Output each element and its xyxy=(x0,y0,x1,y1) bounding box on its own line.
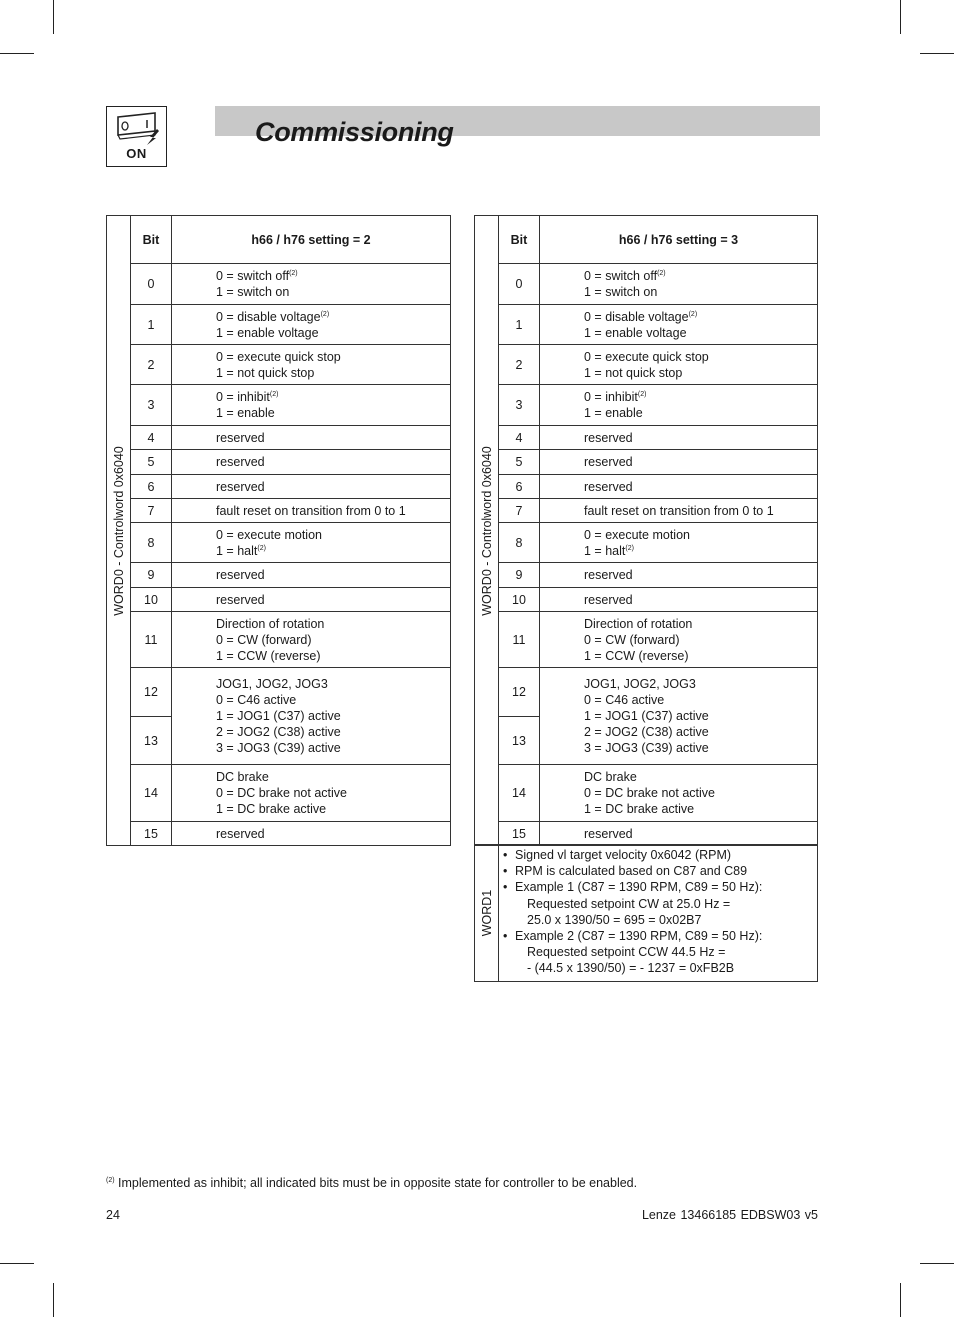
description-text: fault reset on transition from 0 to 1 xyxy=(216,503,406,518)
bit-column-header: Bit xyxy=(131,216,172,264)
table-row xyxy=(107,588,451,612)
bit-description xyxy=(540,668,818,765)
bit-description xyxy=(540,345,818,385)
description-line xyxy=(584,325,817,341)
table-row xyxy=(107,475,451,499)
bit-number: 2 xyxy=(131,345,172,385)
description-text: 3 = JOG3 (C39) active xyxy=(216,741,341,755)
description-line xyxy=(584,676,817,692)
description-line xyxy=(216,676,450,692)
description-line xyxy=(216,268,450,284)
footnote-ref: (2) xyxy=(688,310,698,318)
footnote xyxy=(106,1176,637,1190)
bit-number: 3 xyxy=(131,385,172,426)
bit-number: 1 xyxy=(131,305,172,345)
bit-description xyxy=(540,822,818,846)
table-row xyxy=(107,523,451,563)
table-row xyxy=(475,264,818,305)
description-line xyxy=(216,801,450,817)
bit-description xyxy=(172,426,451,450)
word1-item-text: • Example 1 (C87 = 1390 RPM, C89 = 50 Hz): xyxy=(515,880,763,895)
footnote-ref: (2) xyxy=(637,391,647,398)
table-row xyxy=(107,612,451,668)
table-row xyxy=(107,668,451,717)
controlword-table-setting-3 xyxy=(474,215,818,846)
crop-mark xyxy=(0,1263,34,1264)
description-line xyxy=(216,309,450,325)
bit-number: 3 xyxy=(499,385,540,426)
table-row xyxy=(107,765,451,822)
description-line xyxy=(216,503,450,519)
footnote-ref: (2) xyxy=(257,544,266,552)
description-line xyxy=(584,309,817,325)
description-text: DC brake xyxy=(216,770,269,784)
table-row xyxy=(107,426,451,450)
word1-item-text: • Example 2 (C87 = 1390 RPM, C89 = 50 Hz): xyxy=(515,929,763,944)
description-line xyxy=(216,527,450,543)
description-text: 1 = enable voltage xyxy=(216,325,319,340)
bit-number: 0 xyxy=(131,264,172,305)
description-line xyxy=(584,616,817,632)
description-line xyxy=(216,430,450,446)
document-id: Lenze 13466185 EDBSW03 v5 xyxy=(641,1208,818,1222)
word1-item xyxy=(503,847,762,863)
description-line xyxy=(216,592,450,608)
description-text: 1 = not quick stop xyxy=(216,365,315,380)
bit-number: 9 xyxy=(131,563,172,588)
description-text: 0 = inhibit xyxy=(216,390,270,404)
description-line xyxy=(216,785,450,801)
bit-number: 6 xyxy=(499,475,540,499)
description-line xyxy=(584,592,817,608)
description-text: Direction of rotation xyxy=(216,616,325,631)
description-text: 0 = DC brake not active xyxy=(216,786,347,800)
table-row xyxy=(475,668,818,717)
description-line xyxy=(584,527,817,543)
table-row xyxy=(475,426,818,450)
description-text: 0 = disable voltage xyxy=(216,309,321,324)
crop-mark xyxy=(920,53,954,54)
crop-mark xyxy=(920,1263,954,1264)
word1-item-text: • Signed vl target velocity 0x6042 (RPM) xyxy=(515,848,732,862)
description-text: 0 = switch off xyxy=(216,269,290,283)
bit-number: 1 xyxy=(499,305,540,345)
description-text: Direction of rotation xyxy=(584,616,693,631)
table-row xyxy=(475,450,818,475)
bit-description xyxy=(172,385,451,426)
description-line xyxy=(216,389,450,405)
description-text: reserved xyxy=(216,455,265,469)
bit-description xyxy=(540,385,818,426)
description-text: 1 = enable xyxy=(216,406,275,420)
description-text: 0 = execute quick stop xyxy=(216,349,341,364)
word1-item-detail: 25.0 x 1390/50 = 695 = 0x02B7 xyxy=(527,912,702,927)
description-line xyxy=(216,692,450,708)
description-text: 1 = JOG1 (C37) active xyxy=(216,709,341,723)
description-line xyxy=(584,268,817,284)
description-line xyxy=(216,826,450,842)
description-line xyxy=(216,724,450,740)
description-line xyxy=(584,365,817,381)
description-text: JOG1, JOG2, JOG3 xyxy=(584,677,696,691)
description-line xyxy=(216,325,450,341)
table-row xyxy=(107,499,451,523)
table-row xyxy=(475,523,818,563)
table-row xyxy=(107,450,451,475)
description-line xyxy=(584,567,817,583)
table-row xyxy=(475,385,818,426)
description-line xyxy=(216,632,450,648)
description-line xyxy=(216,349,450,365)
description-line xyxy=(584,349,817,365)
table-row xyxy=(475,612,818,668)
description-text: 1 = DC brake active xyxy=(216,802,327,816)
side-label-cell xyxy=(475,216,499,846)
description-text: reserved xyxy=(216,826,265,841)
crop-mark xyxy=(53,0,54,34)
description-line xyxy=(584,785,817,801)
crop-mark xyxy=(900,0,901,34)
bit-description xyxy=(172,563,451,588)
bit-number: 13 xyxy=(499,717,540,765)
word1-item-detail: - (44.5 x 1390/50) = - 1237 = 0xFB2B xyxy=(527,961,735,976)
description-line xyxy=(584,479,817,495)
side-label: WORD0 - Controlword 0x6040 xyxy=(111,445,126,616)
bit-description xyxy=(540,612,818,668)
bit-number: 11 xyxy=(499,612,540,668)
description-text: reserved xyxy=(584,826,633,841)
description-line xyxy=(584,454,817,470)
table-row xyxy=(475,499,818,523)
bit-number: 15 xyxy=(499,822,540,846)
description-line xyxy=(584,389,817,405)
bit-number: 4 xyxy=(131,426,172,450)
footnote-ref: (2) xyxy=(289,270,298,277)
description-text: 0 = switch off xyxy=(584,269,658,283)
description-line xyxy=(584,769,817,785)
description-text: reserved xyxy=(216,430,265,445)
bit-number: 9 xyxy=(499,563,540,588)
bit-description xyxy=(540,588,818,612)
description-line xyxy=(216,284,450,300)
footnote-text: Implemented as inhibit; all indicated bits must be in opposite state for controller to be enabled. xyxy=(118,1176,638,1190)
description-line xyxy=(584,740,817,756)
description-text: 1 = switch on xyxy=(584,285,658,299)
description-text: reserved xyxy=(584,479,633,494)
crop-mark xyxy=(0,53,34,54)
description-line xyxy=(584,692,817,708)
description-text: 0 = inhibit xyxy=(584,390,638,404)
bit-number: 14 xyxy=(499,765,540,822)
description-line xyxy=(584,708,817,724)
description-text: reserved xyxy=(584,455,633,469)
description-line xyxy=(216,454,450,470)
description-line xyxy=(216,616,450,632)
controlword-table-setting-2 xyxy=(106,215,451,846)
bit-number: 10 xyxy=(499,588,540,612)
word1-item xyxy=(503,928,762,977)
bit-number: 13 xyxy=(131,717,172,765)
description-line xyxy=(216,365,450,381)
bit-number: 4 xyxy=(499,426,540,450)
description-line xyxy=(216,479,450,495)
description-line xyxy=(584,826,817,842)
description-text: 1 = halt xyxy=(584,543,626,558)
description-text: 1 = DC brake active xyxy=(584,802,695,816)
bit-description xyxy=(172,668,451,765)
word1-item xyxy=(503,863,762,879)
bit-description xyxy=(540,765,818,822)
bit-description xyxy=(540,264,818,305)
description-line xyxy=(584,801,817,817)
bit-description xyxy=(172,450,451,475)
table-row xyxy=(107,385,451,426)
bit-description xyxy=(540,523,818,563)
description-line xyxy=(584,405,817,421)
bit-description xyxy=(172,264,451,305)
bit-description xyxy=(172,765,451,822)
description-line xyxy=(216,567,450,583)
description-line xyxy=(584,724,817,740)
word1-item-detail: Requested setpoint CW at 25.0 Hz = xyxy=(527,896,731,911)
bit-description xyxy=(540,305,818,345)
word1-item-detail: Requested setpoint CCW 44.5 Hz = xyxy=(527,945,726,960)
description-text: 2 = JOG2 (C38) active xyxy=(584,725,709,739)
description-text: reserved xyxy=(584,430,633,445)
setting-column-header: h66 / h76 setting = 3 xyxy=(540,216,818,264)
header-row xyxy=(475,216,818,264)
bit-column-header: Bit xyxy=(499,216,540,264)
setting-column-header: h66 / h76 setting = 2 xyxy=(172,216,451,264)
header-row xyxy=(107,216,451,264)
description-line xyxy=(216,769,450,785)
bit-description xyxy=(172,345,451,385)
word1-box xyxy=(474,844,818,982)
table-row xyxy=(107,822,451,846)
description-text: reserved xyxy=(216,479,265,494)
table-row xyxy=(107,345,451,385)
table-row xyxy=(475,475,818,499)
bit-description xyxy=(540,475,818,499)
description-text: 0 = execute motion xyxy=(584,527,690,542)
description-text: reserved xyxy=(584,592,633,607)
word1-item xyxy=(503,879,762,928)
description-line xyxy=(584,503,817,519)
footnote-marker: (2) xyxy=(106,1177,115,1184)
bit-number: 8 xyxy=(131,523,172,563)
bit-number: 0 xyxy=(499,264,540,305)
description-line xyxy=(216,648,450,664)
description-text: DC brake xyxy=(584,770,637,784)
bit-number: 15 xyxy=(131,822,172,846)
bit-number: 12 xyxy=(499,668,540,717)
bit-description xyxy=(540,499,818,523)
page-title: Commissioning xyxy=(255,117,454,147)
description-text: 3 = JOG3 (C39) active xyxy=(584,741,709,755)
word1-item-text: • RPM is calculated based on C87 and C89 xyxy=(515,864,748,879)
table-row xyxy=(475,588,818,612)
table-row xyxy=(475,765,818,822)
word1-list xyxy=(503,847,762,977)
footnote-ref: (2) xyxy=(320,310,330,318)
bit-number: 7 xyxy=(499,499,540,523)
description-line xyxy=(584,284,817,300)
bit-number: 5 xyxy=(499,450,540,475)
description-text: 1 = JOG1 (C37) active xyxy=(584,709,709,723)
description-text: 0 = execute motion xyxy=(216,527,322,542)
bit-description xyxy=(172,305,451,345)
description-line xyxy=(216,405,450,421)
table-row xyxy=(475,305,818,345)
description-line xyxy=(584,632,817,648)
switch-drawing xyxy=(107,107,166,147)
description-line xyxy=(216,543,450,559)
bit-number: 6 xyxy=(131,475,172,499)
description-line xyxy=(216,708,450,724)
word1-side-label: WORD1 xyxy=(479,889,494,937)
table-row xyxy=(107,264,451,305)
bit-number: 7 xyxy=(131,499,172,523)
description-text: 0 = execute quick stop xyxy=(584,349,709,364)
bit-description xyxy=(172,588,451,612)
crop-mark xyxy=(53,1283,54,1317)
power-switch-icon xyxy=(106,106,167,167)
description-text: fault reset on transition from 0 to 1 xyxy=(584,503,774,518)
footnote-ref: (2) xyxy=(625,544,634,552)
description-text: 0 = C46 active xyxy=(584,693,665,707)
table-row xyxy=(475,822,818,846)
description-line xyxy=(216,740,450,756)
description-text: 0 = DC brake not active xyxy=(584,786,715,800)
bit-description xyxy=(172,475,451,499)
bit-description xyxy=(172,523,451,563)
side-label: WORD0 - Controlword 0x6040 xyxy=(479,445,494,616)
bit-number: 11 xyxy=(131,612,172,668)
page-number: 24 xyxy=(106,1208,120,1222)
side-label-cell xyxy=(107,216,131,846)
description-text: 0 = C46 active xyxy=(216,693,297,707)
bit-number: 8 xyxy=(499,523,540,563)
bit-description xyxy=(540,450,818,475)
bit-description xyxy=(540,563,818,588)
description-text: 1 = CCW (reverse) xyxy=(216,648,321,663)
description-text: 1 = enable voltage xyxy=(584,325,687,340)
on-label: ON xyxy=(126,146,147,161)
table-row xyxy=(107,305,451,345)
table-row xyxy=(475,345,818,385)
bit-number: 2 xyxy=(499,345,540,385)
description-text: 1 = switch on xyxy=(216,285,290,299)
word1-side-cell xyxy=(475,845,499,981)
description-text: reserved xyxy=(216,568,265,582)
table-row xyxy=(475,563,818,588)
description-text: 2 = JOG2 (C38) active xyxy=(216,725,341,739)
description-line xyxy=(584,430,817,446)
description-text: JOG1, JOG2, JOG3 xyxy=(216,677,328,691)
footnote-ref: (2) xyxy=(269,391,279,398)
description-text: 1 = CCW (reverse) xyxy=(584,648,689,663)
bit-number: 10 xyxy=(131,588,172,612)
bit-description xyxy=(172,499,451,523)
bit-number: 14 xyxy=(131,765,172,822)
description-text: 0 = disable voltage xyxy=(584,309,689,324)
description-text: 0 = CW (forward) xyxy=(584,632,680,647)
table-row xyxy=(107,563,451,588)
description-text: 0 = CW (forward) xyxy=(216,632,312,647)
description-text: 1 = enable xyxy=(584,406,643,420)
description-text: reserved xyxy=(584,568,633,582)
description-text: 1 = not quick stop xyxy=(584,365,683,380)
bit-description xyxy=(172,612,451,668)
description-line xyxy=(584,543,817,559)
description-line xyxy=(584,648,817,664)
bit-number: 5 xyxy=(131,450,172,475)
crop-mark xyxy=(900,1283,901,1317)
bit-number: 12 xyxy=(131,668,172,717)
bit-description xyxy=(172,822,451,846)
description-text: 1 = halt xyxy=(216,543,258,558)
bit-description xyxy=(540,426,818,450)
description-text: reserved xyxy=(216,592,265,607)
footnote-ref: (2) xyxy=(657,270,666,277)
